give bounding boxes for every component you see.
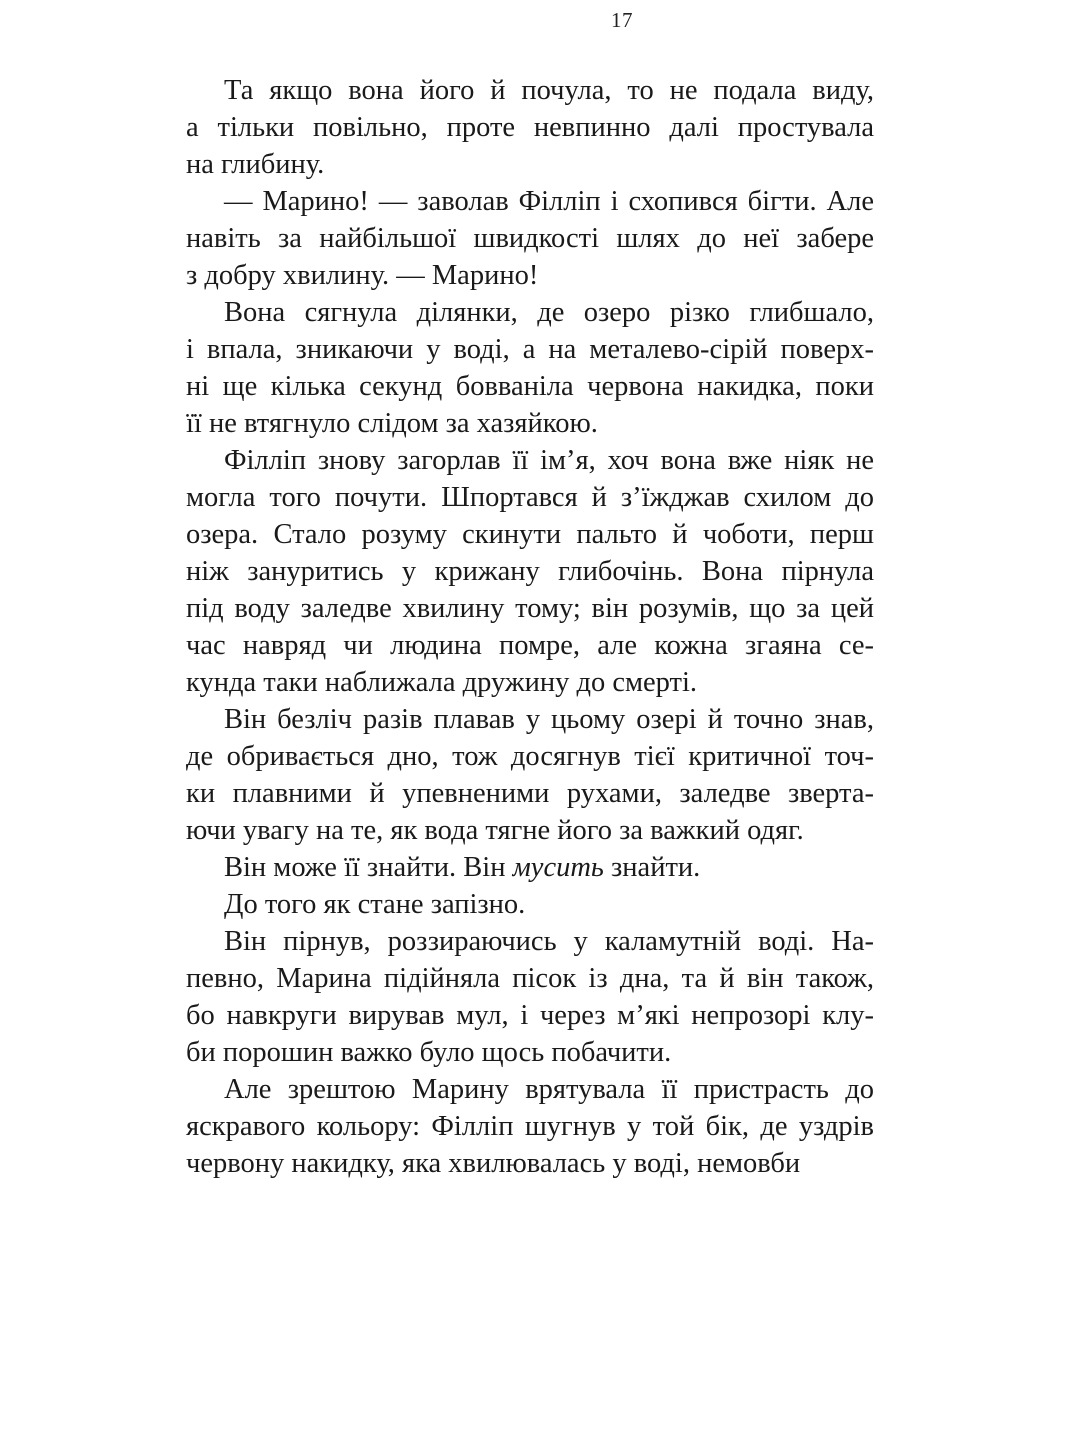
text-run: знайти. bbox=[603, 852, 701, 883]
text-line: Він пірнув, роззираючись у каламутній воді. На- bbox=[224, 926, 874, 957]
page-text-block bbox=[186, 72, 874, 1182]
text-line: Вона сягнула ділянки, де озеро різко глибшало, bbox=[224, 297, 874, 328]
text-line: Та якщо вона його й почула, то не подала виду, bbox=[224, 75, 874, 106]
text-line: могла того почути. Шпортався й з’їжджав схилом до bbox=[186, 482, 874, 513]
text-line: червону накидку, яка хвилювалась у воді, немовби bbox=[186, 1148, 801, 1179]
paragraph bbox=[186, 1071, 874, 1182]
paragraph bbox=[186, 442, 874, 701]
text-line: час навряд чи людина помре, але кожна згаяна се- bbox=[186, 630, 874, 661]
text-line: з добру хвилину. — Марино! bbox=[186, 260, 539, 291]
text-line: До того як стане запізно. bbox=[224, 889, 526, 920]
text-line: кунда таки наближала дружину до смерті. bbox=[186, 667, 698, 698]
paragraph bbox=[186, 72, 874, 183]
text-line: — Марино! — заволав Філліп і схопився бігти. Але bbox=[224, 186, 874, 217]
text-line: її не втягнуло слідом за хазяйкою. bbox=[186, 408, 598, 439]
text-line: би порошин важко було щось побачити. bbox=[186, 1037, 672, 1068]
text-run: Він може її знайти. Він bbox=[224, 852, 513, 883]
text-line: Він безліч разів плавав у цьому озері й точно знав, bbox=[224, 704, 874, 735]
paragraph-with-emphasis bbox=[186, 849, 874, 886]
paragraph bbox=[186, 701, 874, 849]
text-line: Філліп знову загорлав її ім’я, хоч вона вже ніяк не bbox=[224, 445, 874, 476]
text-line: ки плавними й упевненими рухами, заледве зверта- bbox=[186, 778, 874, 809]
text-line: на глибину. bbox=[186, 149, 325, 180]
paragraph bbox=[186, 923, 874, 1071]
text-line: ні ще кілька секунд бовваніла червона накидка, поки bbox=[186, 371, 874, 402]
text-line: ніж зануритись у крижану глибочінь. Вона пірнула bbox=[186, 556, 874, 587]
page-number: 17 bbox=[611, 8, 633, 32]
text-line: і впала, зникаючи у воді, а на металево-сірій поверх- bbox=[186, 334, 874, 365]
text-line: під воду заледве хвилину тому; він розумів, що за цей bbox=[186, 593, 874, 624]
page-folio bbox=[0, 8, 1080, 33]
text-line bbox=[186, 849, 874, 886]
text-line: певно, Марина підійняла пісок із дна, та й він також, bbox=[186, 963, 874, 994]
text-line: Але зрештою Марину врятувала її пристрасть до bbox=[224, 1074, 874, 1105]
paragraph bbox=[186, 183, 874, 294]
text-line: де обривається дно, тож досягнув тієї критичної точ- bbox=[186, 741, 874, 772]
text-line: навіть за найбільшої швидкості шлях до неї забере bbox=[186, 223, 874, 254]
emphasised-word: мусить bbox=[512, 852, 604, 883]
paragraph bbox=[186, 294, 874, 442]
text-line: ючи увагу на те, як вода тягне його за важкий одяг. bbox=[186, 815, 804, 846]
text-line: озера. Стало розуму скинути пальто й чоботи, перш bbox=[186, 519, 874, 550]
text-line: яскравого кольору: Філліп шугнув у той бік, де уздрів bbox=[186, 1111, 874, 1142]
text-line: бо навкруги вирував мул, і через м’які непрозорі клу- bbox=[186, 1000, 874, 1031]
paragraph bbox=[186, 886, 874, 923]
text-line: а тільки повільно, проте невпинно далі простувала bbox=[186, 112, 874, 143]
